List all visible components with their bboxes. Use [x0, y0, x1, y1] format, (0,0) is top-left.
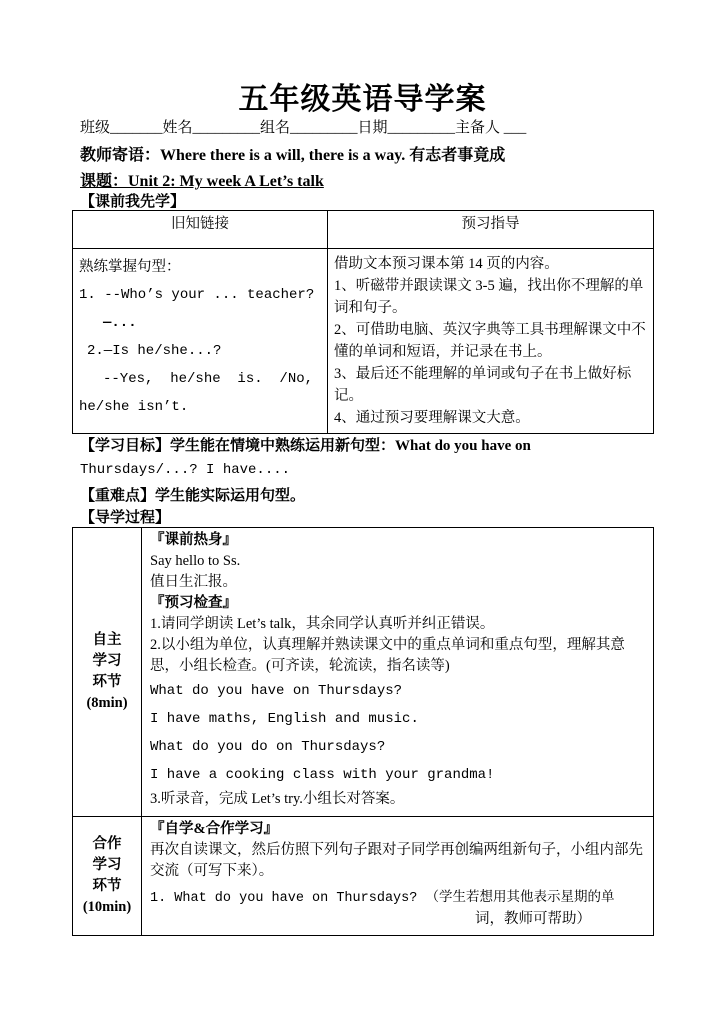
old-knowledge-line: --Yes, he/she is. /No, — [103, 371, 314, 387]
sentence: I have a cooking class with your grandma! — [150, 767, 495, 783]
old-knowledge-line: 1. --Who’s your ... teacher? — [79, 287, 315, 303]
warmup-line: Say hello to Ss. — [150, 553, 241, 569]
sentence: What do you have on Thursdays? — [150, 683, 403, 699]
preview-guide-line: 3、最后还不能理解的单词或句子在书上做好标记。 — [334, 366, 632, 404]
learning-objective-cont: Thursdays/...? I have.... — [80, 462, 291, 478]
stage-label: 环节 — [92, 674, 122, 690]
stage-label: 自主 — [92, 632, 122, 648]
stage-cooperation — [73, 817, 142, 936]
stage-self-study — [73, 528, 142, 817]
check-line: 2.以小组为单位，认真理解并熟读课文中的重点单词和重点句型，理解其意思，小组长检查。(可齐读，轮流读，指名读等) — [150, 637, 625, 674]
cooperation-question-cont: 词，教师可帮助） — [475, 911, 591, 927]
stage-label: 环节 — [92, 878, 122, 894]
check-line: 1.请同学朗读 Let’s talk，其余同学认真听并纠正错误。 — [150, 616, 495, 632]
check-final-line: 3.听录音，完成 Let’s try.小组长对答案。 — [150, 791, 405, 807]
learning-objective-text: 【学习目标】学生能在情境中熟练运用新句型：What do you have on — [80, 438, 531, 454]
stage-duration: (8min) — [86, 695, 128, 711]
cooperation-title: 『自学&合作学习』 — [150, 821, 279, 837]
col-header-preview-guide: 预习指导 — [328, 211, 654, 249]
check-title: 『预习检查』 — [150, 595, 237, 611]
cooperation-question: 1. What do you have on Thursdays? （学生若想用其他表示星期的单 — [150, 891, 615, 906]
warmup-line: 值日生汇报。 — [150, 574, 237, 590]
process-table — [72, 527, 654, 936]
old-knowledge-line: 2.—Is he/she...? — [87, 343, 222, 359]
page-title: 五年级英语导学案 — [238, 83, 487, 116]
stage-duration: (10min) — [82, 899, 132, 915]
preview-guide-cell — [328, 249, 654, 434]
lesson-topic: 课题：Unit 2: My week A Let’s talk — [80, 173, 324, 190]
old-knowledge-line: —... — [103, 315, 137, 331]
self-study-content — [142, 528, 654, 817]
preview-guide-line: 借助文本预习课本第 14 页的内容。 — [334, 256, 559, 272]
preview-guide-line: 1、听磁带并跟读课文 3-5 遍，找出你不理解的单词和句子。 — [334, 278, 644, 316]
preview-guide-line: 4、通过预习要理解课文大意。 — [334, 410, 530, 426]
preview-guide-line: 2、可借助电脑、英汉字典等工具书理解课文中不懂的单词和短语，并记录在书上。 — [334, 322, 646, 360]
old-knowledge-line: he/she isn’t. — [79, 399, 189, 415]
key-point: 【重难点】学生能实际运用句型。 — [80, 488, 306, 504]
cooperation-content — [142, 817, 654, 936]
student-info-line: 班级_______姓名_________组名_________日期_________主备人 ___ — [80, 120, 527, 136]
learning-objective — [80, 434, 531, 455]
col-header-old-knowledge: 旧知链接 — [73, 211, 328, 249]
stage-label: 合作 — [92, 836, 122, 852]
warmup-title: 『课前热身』 — [150, 532, 237, 548]
section-preview: 【课前我先学】 — [80, 194, 186, 210]
cooperation-text: 再次自读课文，然后仿照下列句子跟对子同学再创编两组新句子，小组内部先交流（可写下来）。 — [150, 842, 643, 879]
teacher-motto: 教师寄语：Where there is a will, there is a way. 有志者事竟成 — [80, 147, 506, 164]
stage-label: 学习 — [92, 857, 122, 873]
sentence: What do you do on Thursdays? — [150, 739, 386, 755]
old-knowledge-line: 熟练掌握句型： — [79, 259, 181, 275]
section-process: 【导学过程】 — [80, 510, 171, 526]
stage-label: 学习 — [92, 653, 122, 669]
sentence: I have maths, English and music. — [150, 711, 419, 727]
old-knowledge-cell — [73, 249, 328, 434]
preview-table — [72, 210, 654, 434]
